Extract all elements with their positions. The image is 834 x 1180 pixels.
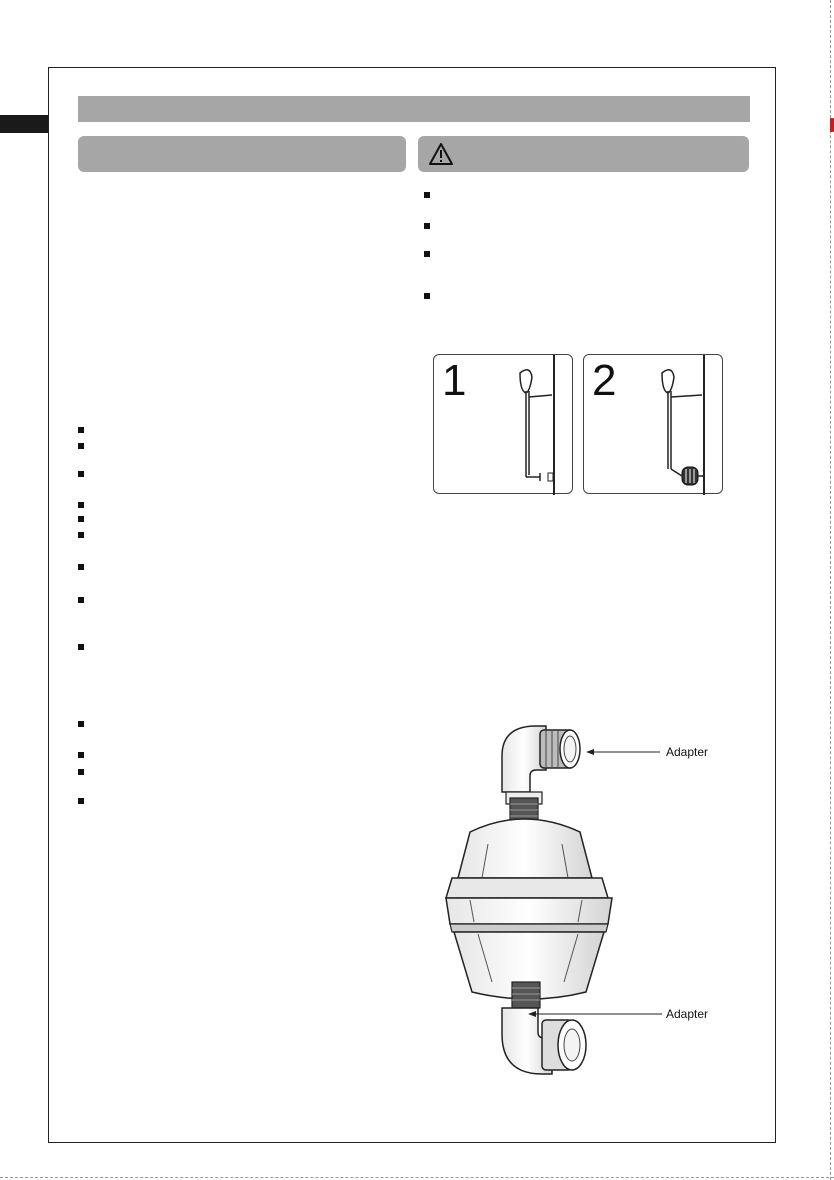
square-bullet-icon: [424, 293, 430, 299]
shower-filter-adapter-illustration: [430, 712, 750, 1082]
registration-mark: [830, 118, 834, 132]
square-bullet-icon: [78, 597, 84, 603]
square-bullet-icon: [78, 721, 84, 727]
adapter-callout-bottom: Adapter: [666, 1007, 709, 1021]
square-bullet-icon: [78, 516, 84, 522]
shower-filter-drawing: [584, 355, 724, 495]
square-bullet-icon: [78, 502, 84, 508]
square-bullet-icon: [78, 443, 84, 449]
chapter-edge-tab: [0, 115, 48, 133]
square-bullet-icon: [78, 471, 84, 477]
installation-figure-1: [433, 354, 573, 494]
square-bullet-icon: [78, 564, 84, 570]
square-bullet-icon: [78, 644, 84, 650]
square-bullet-icon: [78, 427, 84, 433]
figure-number: 1: [442, 356, 467, 405]
square-bullet-icon: [78, 769, 84, 775]
square-bullet-icon: [78, 798, 84, 804]
left-section-header: [78, 136, 406, 172]
main-section-header-bar: [78, 96, 750, 122]
square-bullet-icon: [424, 223, 430, 229]
installation-figure-2: [583, 354, 723, 494]
square-bullet-icon: [78, 532, 84, 538]
right-section-header-warning: [418, 136, 749, 172]
cut-line-bottom: [0, 1177, 834, 1178]
shower-head-drawing: [434, 355, 574, 495]
figure-number: 2: [592, 356, 617, 405]
warning-triangle-icon: [428, 142, 454, 166]
cut-line-right: [830, 0, 831, 1180]
adapter-callout-top: Adapter: [666, 745, 709, 759]
square-bullet-icon: [78, 752, 84, 758]
square-bullet-icon: [424, 251, 430, 257]
square-bullet-icon: [424, 192, 430, 198]
